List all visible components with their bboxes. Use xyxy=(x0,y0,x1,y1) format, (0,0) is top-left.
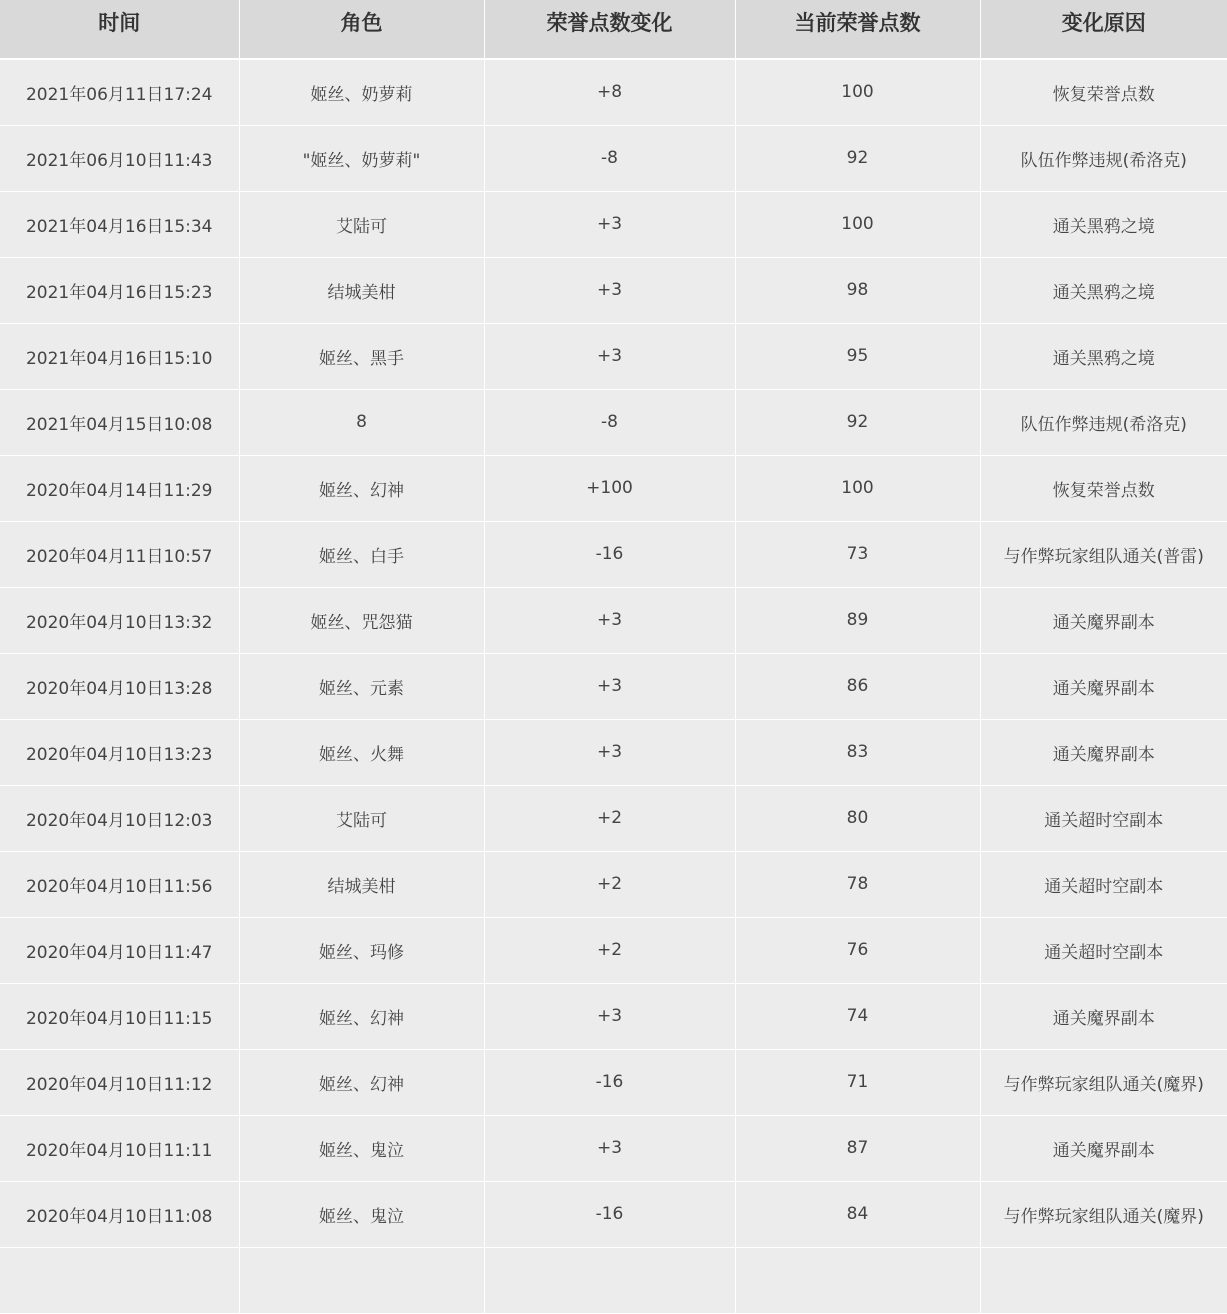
cell-honor-change: +2 xyxy=(484,917,735,983)
cell-time: 2020年04月10日11:12 xyxy=(0,1049,239,1115)
cell-change-reason: 通关超时空副本 xyxy=(980,785,1227,851)
cell-character: 姬丝、奶萝莉 xyxy=(239,59,484,125)
cell-current-honor: 92 xyxy=(735,125,980,191)
table-row xyxy=(0,455,1227,521)
cell-character: 姬丝、鬼泣 xyxy=(239,1115,484,1181)
cell-change-reason: 通关魔界副本 xyxy=(980,719,1227,785)
cell-current-honor: 84 xyxy=(735,1181,980,1247)
cell-time: 2020年04月10日13:23 xyxy=(0,719,239,785)
table-row xyxy=(0,257,1227,323)
cell-current-honor: 87 xyxy=(735,1115,980,1181)
cell-change-reason: 通关黑鸦之境 xyxy=(980,191,1227,257)
cell-honor-change: -16 xyxy=(484,1181,735,1247)
cell-time: 2021年06月10日11:43 xyxy=(0,125,239,191)
table-row xyxy=(0,521,1227,587)
cell-current-honor: 83 xyxy=(735,719,980,785)
cell-character: "姬丝、奶萝莉" xyxy=(239,125,484,191)
cell-time: 2021年06月11日17:24 xyxy=(0,59,239,125)
cell-time xyxy=(0,1247,239,1313)
cell-change-reason: 恢复荣誉点数 xyxy=(980,59,1227,125)
cell-current-honor: 73 xyxy=(735,521,980,587)
table-row xyxy=(0,983,1227,1049)
cell-change-reason: 通关魔界副本 xyxy=(980,587,1227,653)
table-row xyxy=(0,1115,1227,1181)
cell-change-reason: 通关魔界副本 xyxy=(980,983,1227,1049)
table-row xyxy=(0,389,1227,455)
cell-time: 2020年04月14日11:29 xyxy=(0,455,239,521)
cell-change-reason: 通关魔界副本 xyxy=(980,1115,1227,1181)
table-row xyxy=(0,653,1227,719)
cell-honor-change: +3 xyxy=(484,587,735,653)
cell-honor-change: +2 xyxy=(484,851,735,917)
cell-current-honor: 78 xyxy=(735,851,980,917)
cell-character: 姬丝、黑手 xyxy=(239,323,484,389)
cell-change-reason: 与作弊玩家组队通关(魔界) xyxy=(980,1181,1227,1247)
cell-time: 2021年04月16日15:23 xyxy=(0,257,239,323)
table-row xyxy=(0,1181,1227,1247)
cell-honor-change: +3 xyxy=(484,719,735,785)
table-header xyxy=(0,0,1227,59)
cell-change-reason: 通关魔界副本 xyxy=(980,653,1227,719)
table-row xyxy=(0,191,1227,257)
header-honor-change: 荣誉点数变化 xyxy=(484,0,735,59)
header-time: 时间 xyxy=(0,0,239,59)
cell-character xyxy=(239,1247,484,1313)
cell-honor-change: +3 xyxy=(484,653,735,719)
table-row xyxy=(0,587,1227,653)
cell-character: 姬丝、咒怨猫 xyxy=(239,587,484,653)
cell-change-reason: 与作弊玩家组队通关(魔界) xyxy=(980,1049,1227,1115)
cell-time: 2021年04月16日15:34 xyxy=(0,191,239,257)
cell-current-honor: 92 xyxy=(735,389,980,455)
table-row xyxy=(0,1247,1227,1313)
cell-time: 2021年04月16日15:10 xyxy=(0,323,239,389)
cell-current-honor: 89 xyxy=(735,587,980,653)
table-body xyxy=(0,59,1227,1313)
cell-current-honor: 95 xyxy=(735,323,980,389)
cell-change-reason: 通关黑鸦之境 xyxy=(980,257,1227,323)
cell-change-reason: 与作弊玩家组队通关(普雷) xyxy=(980,521,1227,587)
cell-time: 2020年04月10日11:47 xyxy=(0,917,239,983)
cell-character: 姬丝、幻神 xyxy=(239,455,484,521)
cell-honor-change xyxy=(484,1247,735,1313)
header-row xyxy=(0,0,1227,59)
cell-character: 姬丝、鬼泣 xyxy=(239,1181,484,1247)
cell-honor-change: +8 xyxy=(484,59,735,125)
cell-character: 姬丝、火舞 xyxy=(239,719,484,785)
header-current-honor: 当前荣誉点数 xyxy=(735,0,980,59)
table-row xyxy=(0,719,1227,785)
cell-current-honor: 86 xyxy=(735,653,980,719)
cell-character: 姬丝、白手 xyxy=(239,521,484,587)
cell-time: 2020年04月10日11:08 xyxy=(0,1181,239,1247)
table-row xyxy=(0,1049,1227,1115)
cell-honor-change: -8 xyxy=(484,125,735,191)
table-row xyxy=(0,59,1227,125)
cell-honor-change: -8 xyxy=(484,389,735,455)
cell-character: 结城美柑 xyxy=(239,851,484,917)
cell-change-reason xyxy=(980,1247,1227,1313)
cell-time: 2020年04月11日10:57 xyxy=(0,521,239,587)
cell-honor-change: +3 xyxy=(484,191,735,257)
cell-time: 2020年04月10日11:56 xyxy=(0,851,239,917)
cell-time: 2020年04月10日13:28 xyxy=(0,653,239,719)
cell-current-honor: 76 xyxy=(735,917,980,983)
cell-current-honor: 100 xyxy=(735,191,980,257)
cell-character: 姬丝、幻神 xyxy=(239,983,484,1049)
cell-character: 姬丝、元素 xyxy=(239,653,484,719)
cell-honor-change: +2 xyxy=(484,785,735,851)
cell-current-honor: 74 xyxy=(735,983,980,1049)
cell-honor-change: +3 xyxy=(484,323,735,389)
cell-character: 8 xyxy=(239,389,484,455)
cell-time: 2020年04月10日11:11 xyxy=(0,1115,239,1181)
cell-time: 2020年04月10日11:15 xyxy=(0,983,239,1049)
cell-current-honor: 80 xyxy=(735,785,980,851)
cell-time: 2020年04月10日13:32 xyxy=(0,587,239,653)
cell-current-honor: 98 xyxy=(735,257,980,323)
header-character: 角色 xyxy=(239,0,484,59)
cell-change-reason: 通关黑鸦之境 xyxy=(980,323,1227,389)
cell-current-honor: 71 xyxy=(735,1049,980,1115)
table-row xyxy=(0,851,1227,917)
cell-change-reason: 通关超时空副本 xyxy=(980,851,1227,917)
table-row xyxy=(0,323,1227,389)
cell-character: 姬丝、幻神 xyxy=(239,1049,484,1115)
cell-character: 艾陆可 xyxy=(239,785,484,851)
table-row xyxy=(0,125,1227,191)
cell-honor-change: +3 xyxy=(484,257,735,323)
cell-change-reason: 恢复荣誉点数 xyxy=(980,455,1227,521)
cell-current-honor: 100 xyxy=(735,59,980,125)
cell-current-honor: 100 xyxy=(735,455,980,521)
cell-honor-change: -16 xyxy=(484,521,735,587)
cell-honor-change: -16 xyxy=(484,1049,735,1115)
table-row xyxy=(0,785,1227,851)
cell-time: 2021年04月15日10:08 xyxy=(0,389,239,455)
header-change-reason: 变化原因 xyxy=(980,0,1227,59)
cell-honor-change: +100 xyxy=(484,455,735,521)
cell-character: 结城美柑 xyxy=(239,257,484,323)
cell-character: 姬丝、玛修 xyxy=(239,917,484,983)
cell-change-reason: 队伍作弊违规(希洛克) xyxy=(980,125,1227,191)
cell-current-honor xyxy=(735,1247,980,1313)
table-row xyxy=(0,917,1227,983)
cell-change-reason: 队伍作弊违规(希洛克) xyxy=(980,389,1227,455)
cell-honor-change: +3 xyxy=(484,1115,735,1181)
cell-character: 艾陆可 xyxy=(239,191,484,257)
cell-honor-change: +3 xyxy=(484,983,735,1049)
cell-change-reason: 通关超时空副本 xyxy=(980,917,1227,983)
cell-time: 2020年04月10日12:03 xyxy=(0,785,239,851)
